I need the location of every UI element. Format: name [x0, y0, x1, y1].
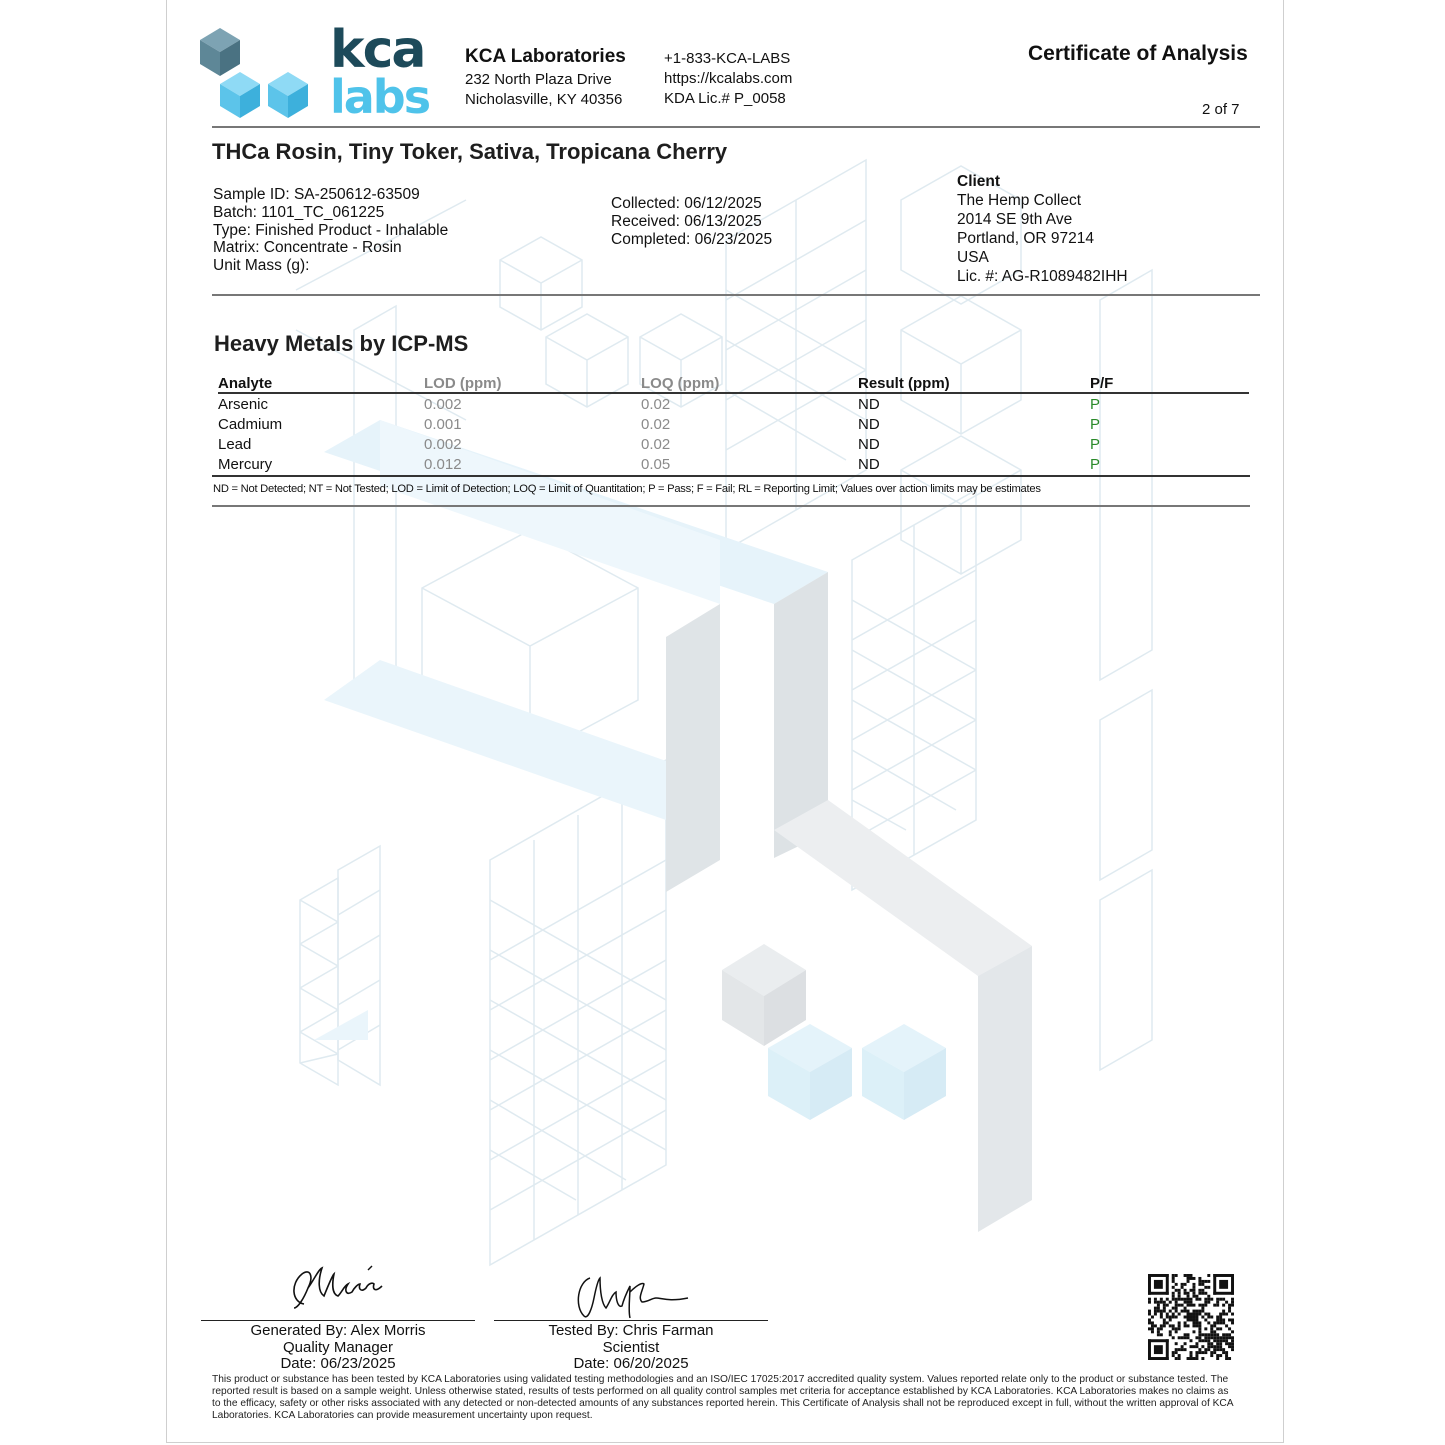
tested-by-date: Date: 06/20/2025 — [573, 1355, 689, 1372]
sample-id: Sample ID: SA-250612-63509 — [213, 186, 420, 203]
tested-by-block — [494, 1323, 768, 1373]
table-bottom-rule — [212, 475, 1250, 477]
client-city: Portland, OR 97214 — [957, 230, 1095, 247]
section-title: Heavy Metals by ICP-MS — [214, 331, 469, 356]
lod-cell: 0.012 — [424, 455, 462, 473]
chris-farman-signature — [572, 1268, 692, 1324]
tested-by-title: Scientist — [602, 1338, 660, 1356]
analyte-cell: Cadmium — [218, 415, 283, 433]
col-analyte: Analyte — [218, 374, 273, 392]
received-date: Received: 06/13/2025 — [611, 213, 762, 230]
table-row — [218, 414, 1249, 434]
metals-table-wrap — [218, 374, 1249, 474]
col-lod: LOD (ppm) — [424, 374, 502, 392]
result-cell: ND — [858, 455, 880, 473]
tested-signature-line — [494, 1320, 768, 1321]
generated-by-title: Quality Manager — [282, 1338, 394, 1356]
unit-mass: Unit Mass (g): — [213, 257, 310, 274]
disclaimer-text: This product or substance has been tested by KCA Laboratories using validated testing methodologies and an ISO/IEC 17025:2017 accredited quality system. Values reported relate only to the product or substance tested. The reported result is based on a sample weight. Unless otherwise stated, results of tests performed on all quality control samples met criteria for acceptance established by KCA Laboratories. KCA Laboratories makes no claims as to the efficacy, safety or other risks associated with any detected or non-detected amounts of any substances reported herein. This Certificate of Analysis shall not be reproduced except in full, without the written approval of KCA Laboratories. KCA Laboratories can provide measurement uncertainty upon request. — [212, 1374, 1234, 1421]
header-divider — [212, 126, 1260, 128]
collected-date: Collected: 06/12/2025 — [611, 195, 762, 212]
client-street: 2014 SE 9th Ave — [957, 211, 1073, 228]
loq-cell: 0.02 — [641, 395, 671, 413]
batch: Batch: 1101_TC_061225 — [213, 204, 385, 221]
legend-divider — [212, 505, 1250, 507]
generated-by-date: Date: 06/23/2025 — [280, 1355, 396, 1372]
alex-morris-signature — [284, 1262, 394, 1314]
lab-license: KDA Lic.# P_0058 — [664, 90, 786, 107]
col-loq: LOQ (ppm) — [641, 374, 720, 392]
analyte-cell: Arsenic — [218, 395, 269, 413]
lab-address-line1: 232 North Plaza Drive — [465, 71, 612, 88]
loq-cell: 0.05 — [641, 455, 671, 473]
loq-cell: 0.02 — [641, 435, 671, 453]
metals-table — [218, 374, 1249, 474]
col-pf: P/F — [1090, 374, 1114, 392]
sample-type: Type: Finished Product - Inhalable — [213, 222, 449, 239]
lab-address-line2: Nicholasville, KY 40356 — [465, 91, 623, 108]
col-result: Result (ppm) — [858, 374, 950, 392]
pass-fail-cell: P — [1090, 435, 1101, 453]
tested-by-name: Tested By: Chris Farman — [548, 1322, 714, 1339]
product-divider — [212, 294, 1260, 296]
completed-date: Completed: 06/23/2025 — [611, 231, 773, 248]
analyte-cell: Mercury — [218, 455, 273, 473]
result-cell: ND — [858, 415, 880, 433]
pass-fail-cell: P — [1090, 395, 1101, 413]
document-title: Certificate of Analysis — [1028, 42, 1248, 65]
logo-text-kca: kca — [330, 20, 425, 80]
logo-text-labs: labs — [330, 70, 430, 124]
qr-code-icon[interactable] — [1148, 1274, 1234, 1360]
pass-fail-cell: P — [1090, 415, 1101, 433]
kca-logo-cubes — [196, 26, 326, 120]
lab-phone: +1-833-KCA-LABS — [664, 50, 791, 67]
table-row — [218, 434, 1249, 454]
lab-name: KCA Laboratories — [465, 46, 626, 67]
result-cell: ND — [858, 435, 880, 453]
table-row — [218, 393, 1249, 414]
table-header-row — [218, 374, 1249, 393]
table-legend: ND = Not Detected; NT = Not Tested; LOD = Limit of Detection; LOQ = Limit of Quantitation; P = Pass; F = Fail; RL = Reporting Limit; Values over action limits may be estimates — [213, 483, 1041, 495]
analyte-cell: Lead — [218, 435, 252, 453]
table-row — [218, 454, 1249, 474]
pass-fail-cell: P — [1090, 455, 1101, 473]
result-cell: ND — [858, 395, 880, 413]
client-name: The Hemp Collect — [957, 192, 1082, 209]
product-title: THCa Rosin, Tiny Toker, Sativa, Tropicana Cherry — [212, 139, 728, 164]
lod-cell: 0.002 — [424, 435, 462, 453]
client-license: Lic. #: AG-R1089482IHH — [957, 268, 1128, 285]
lab-website[interactable]: https://kcalabs.com — [664, 70, 793, 87]
client-heading: Client — [957, 173, 1001, 190]
lod-cell: 0.001 — [424, 415, 462, 433]
generated-by-name: Generated By: Alex Morris — [250, 1322, 426, 1339]
client-country: USA — [957, 249, 989, 266]
generated-signature-line — [201, 1320, 475, 1321]
loq-cell: 0.02 — [641, 415, 671, 433]
lod-cell: 0.002 — [424, 395, 462, 413]
page-indicator: 2 of 7 — [1202, 101, 1240, 118]
generated-by-block — [201, 1323, 475, 1373]
matrix: Matrix: Concentrate - Rosin — [213, 239, 402, 256]
